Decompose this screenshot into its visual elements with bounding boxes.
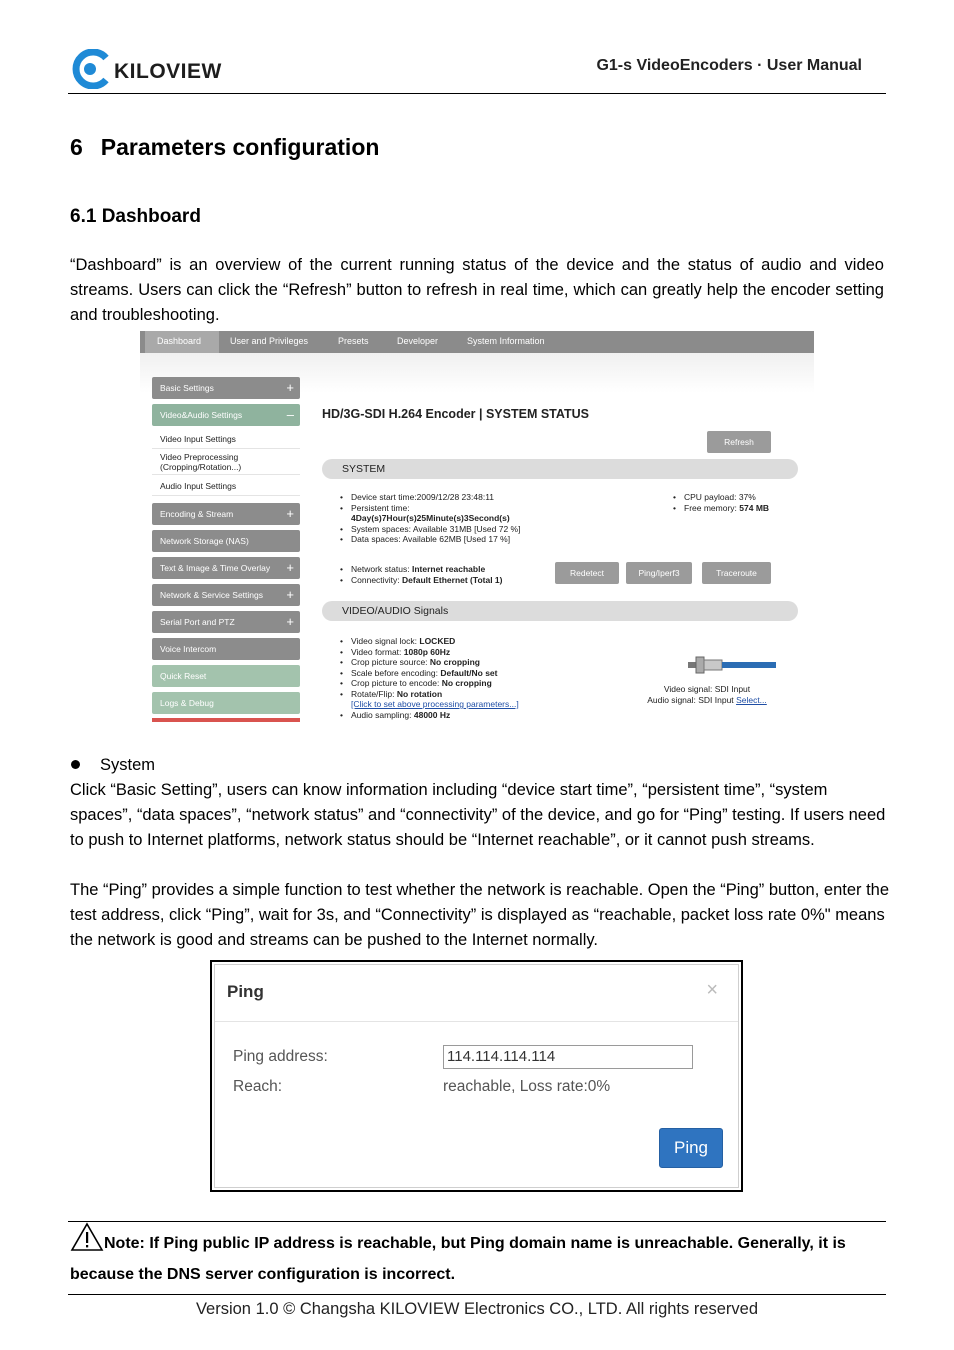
select-link[interactable]: Select... [736, 695, 767, 705]
sdi-cable-icon [688, 654, 776, 676]
ping-button[interactable]: Ping [659, 1128, 723, 1168]
dashboard-body [140, 353, 814, 722]
sidebar-basic-settings[interactable]: Basic Settings + [152, 377, 300, 399]
network-info-list [340, 564, 560, 585]
list-item: • Connectivity: Default Ethernet (Total 1) [340, 575, 560, 586]
expand-icon: + [286, 587, 294, 602]
expand-icon: + [286, 506, 294, 521]
warning-icon [70, 1222, 104, 1252]
list-item: • Scale before encoding: Default/No set [340, 668, 600, 679]
ping-dialog-title: Ping [227, 982, 264, 1001]
list-item: • Crop picture source: No cropping [340, 657, 600, 668]
ping-iperf-button[interactable]: Ping/Iperf3 [626, 562, 692, 584]
sidebar-sub-video-preprocessing[interactable]: Video Preprocessing (Cropping/Rotation...) [152, 449, 300, 475]
sidebar-serial-ptz[interactable]: Serial Port and PTZ + [152, 611, 300, 633]
dashboard-screenshot [140, 331, 814, 722]
tab-user-privileges[interactable]: User and Privileges [230, 336, 309, 346]
sidebar-logs-debug[interactable]: Logs & Debug [152, 692, 300, 714]
bullet-icon [71, 760, 80, 769]
top-nav [140, 331, 814, 353]
divider [68, 1294, 886, 1295]
ping-address-label: Ping address: [233, 1048, 328, 1065]
tab-system-information[interactable]: System Information [467, 336, 545, 346]
list-item: • Free memory: 574 MB [673, 503, 803, 514]
reach-label: Reach: [233, 1078, 283, 1095]
list-item: • Network status: Internet reachable [340, 564, 560, 575]
intro-paragraph: “Dashboard” is an overview of the current running status of the device and the status of audio and video streams. Users can click the “Refresh” button to refresh in real time, which can greatly help the encoder setting and troubleshooting. [70, 256, 884, 324]
list-item: • Video signal lock: LOCKED [340, 636, 600, 647]
collapse-icon: – [286, 407, 294, 422]
list-item: • Rotate/Flip: No rotation [340, 689, 600, 700]
redetect-button[interactable]: Redetect [555, 562, 619, 584]
sidebar-quick-reset[interactable]: Quick Reset [152, 665, 300, 687]
sidebar-video-audio-settings[interactable]: Video&Audio Settings – [152, 404, 300, 426]
ping-dialog [214, 964, 739, 1188]
tab-developer[interactable]: Developer [397, 336, 439, 346]
sidebar-sub-video-input[interactable]: Video Input Settings [152, 429, 300, 449]
page-header [68, 44, 886, 94]
close-icon[interactable]: × [706, 979, 718, 1001]
tab-presets[interactable]: Presets [338, 336, 369, 346]
processing-params-link[interactable]: [Click to set above processing parameters...] [351, 699, 519, 709]
system-paragraph-1: Click “Basic Setting”, users can know information including “device start time”, “persistent time”, “system spaces”, “data spaces”, “network status” and “connectivity” of the device, and go for “Ping” testing. If users need to push to Internet platforms, network status should be “Internet reachable”, or it cannot push streams. [70, 781, 886, 849]
expand-icon: + [286, 380, 294, 395]
list-item: • Video format: 1080p 60Hz [340, 647, 600, 658]
video-audio-section-header: VIDEO/AUDIO Signals [322, 601, 798, 621]
expand-icon: + [286, 560, 294, 575]
doc-title: G1-s VideoEncoders · User Manual [596, 57, 862, 74]
resource-info-list [673, 492, 803, 513]
divider [215, 1021, 738, 1022]
signal-info-list [340, 636, 600, 720]
kiloview-logo: KILOVIEW [68, 49, 238, 89]
section-heading: 6 Parameters configuration [70, 134, 380, 160]
list-item: • CPU payload: 37% [673, 492, 803, 503]
list-item: 4Day(s)7Hour(s)25Minute(s)3Second(s) [351, 513, 510, 523]
traceroute-button[interactable]: Traceroute [702, 562, 771, 584]
system-section-header: SYSTEM [322, 459, 798, 479]
system-info-list [340, 492, 620, 545]
expand-icon: + [286, 614, 294, 629]
sidebar-text-image-overlay[interactable]: Text & Image & Time Overlay + [152, 557, 300, 579]
sidebar-red-item[interactable] [152, 718, 300, 722]
reach-value: reachable, Loss rate:0% [443, 1078, 611, 1095]
system-paragraph-2: The “Ping” provides a simple function to test whether the network is reachable. Open the “Ping” button, enter the test address, click “Ping”, wait for 3s, and “Connectivity” is displayed as “reachable, packet loss rate 0%" means the network is good and streams can be pushed to the Internet normally. [70, 881, 890, 949]
sidebar-encoding-stream[interactable]: Encoding & Stream + [152, 503, 300, 525]
tab-dashboard[interactable]: Dashboard [145, 331, 219, 353]
bullet-system: System [70, 753, 155, 778]
sidebar-sub-audio-input[interactable]: Audio Input Settings [152, 476, 300, 496]
note: Note: If Ping public IP address is reachable, but Ping domain name is unreachable. Generally, it is because the DNS server configuration is incorrect. [70, 1222, 886, 1290]
ping-address-input[interactable]: 114.114.114.114 [443, 1045, 693, 1069]
sidebar-network-storage[interactable]: Network Storage (NAS) [152, 530, 300, 552]
list-item: • Crop picture to encode: No cropping [340, 678, 600, 689]
kiloview-logo-icon [68, 49, 114, 89]
ping-dialog-screenshot [210, 960, 743, 1192]
sidebar-network-service[interactable]: Network & Service Settings + [152, 584, 300, 606]
sdi-signal-info: Video signal: SDI Input Audio signal: SDI Input Select... [647, 684, 767, 705]
sidebar-voice-intercom[interactable]: Voice Intercom [152, 638, 300, 660]
list-item [340, 699, 600, 710]
list-item: • Audio sampling: 48000 Hz [340, 710, 600, 721]
list-item: • System spaces: Available 31MB [Used 72 %] [340, 524, 620, 535]
page-footer: Version 1.0 © Changsha KILOVIEW Electronics CO., LTD. All rights reserved [195, 1300, 759, 1318]
list-item: • Data spaces: Available 62MB [Used 17 %] [340, 534, 620, 545]
list-item: • Device start time:2009/12/28 23:48:11 [340, 492, 620, 503]
refresh-button[interactable]: Refresh [707, 431, 771, 453]
encoder-title: HD/3G-SDI H.264 Encoder | SYSTEM STATUS [322, 407, 589, 421]
subsection-heading: 6.1 Dashboard [70, 206, 201, 227]
list-item: • Persistent time: [340, 503, 620, 514]
